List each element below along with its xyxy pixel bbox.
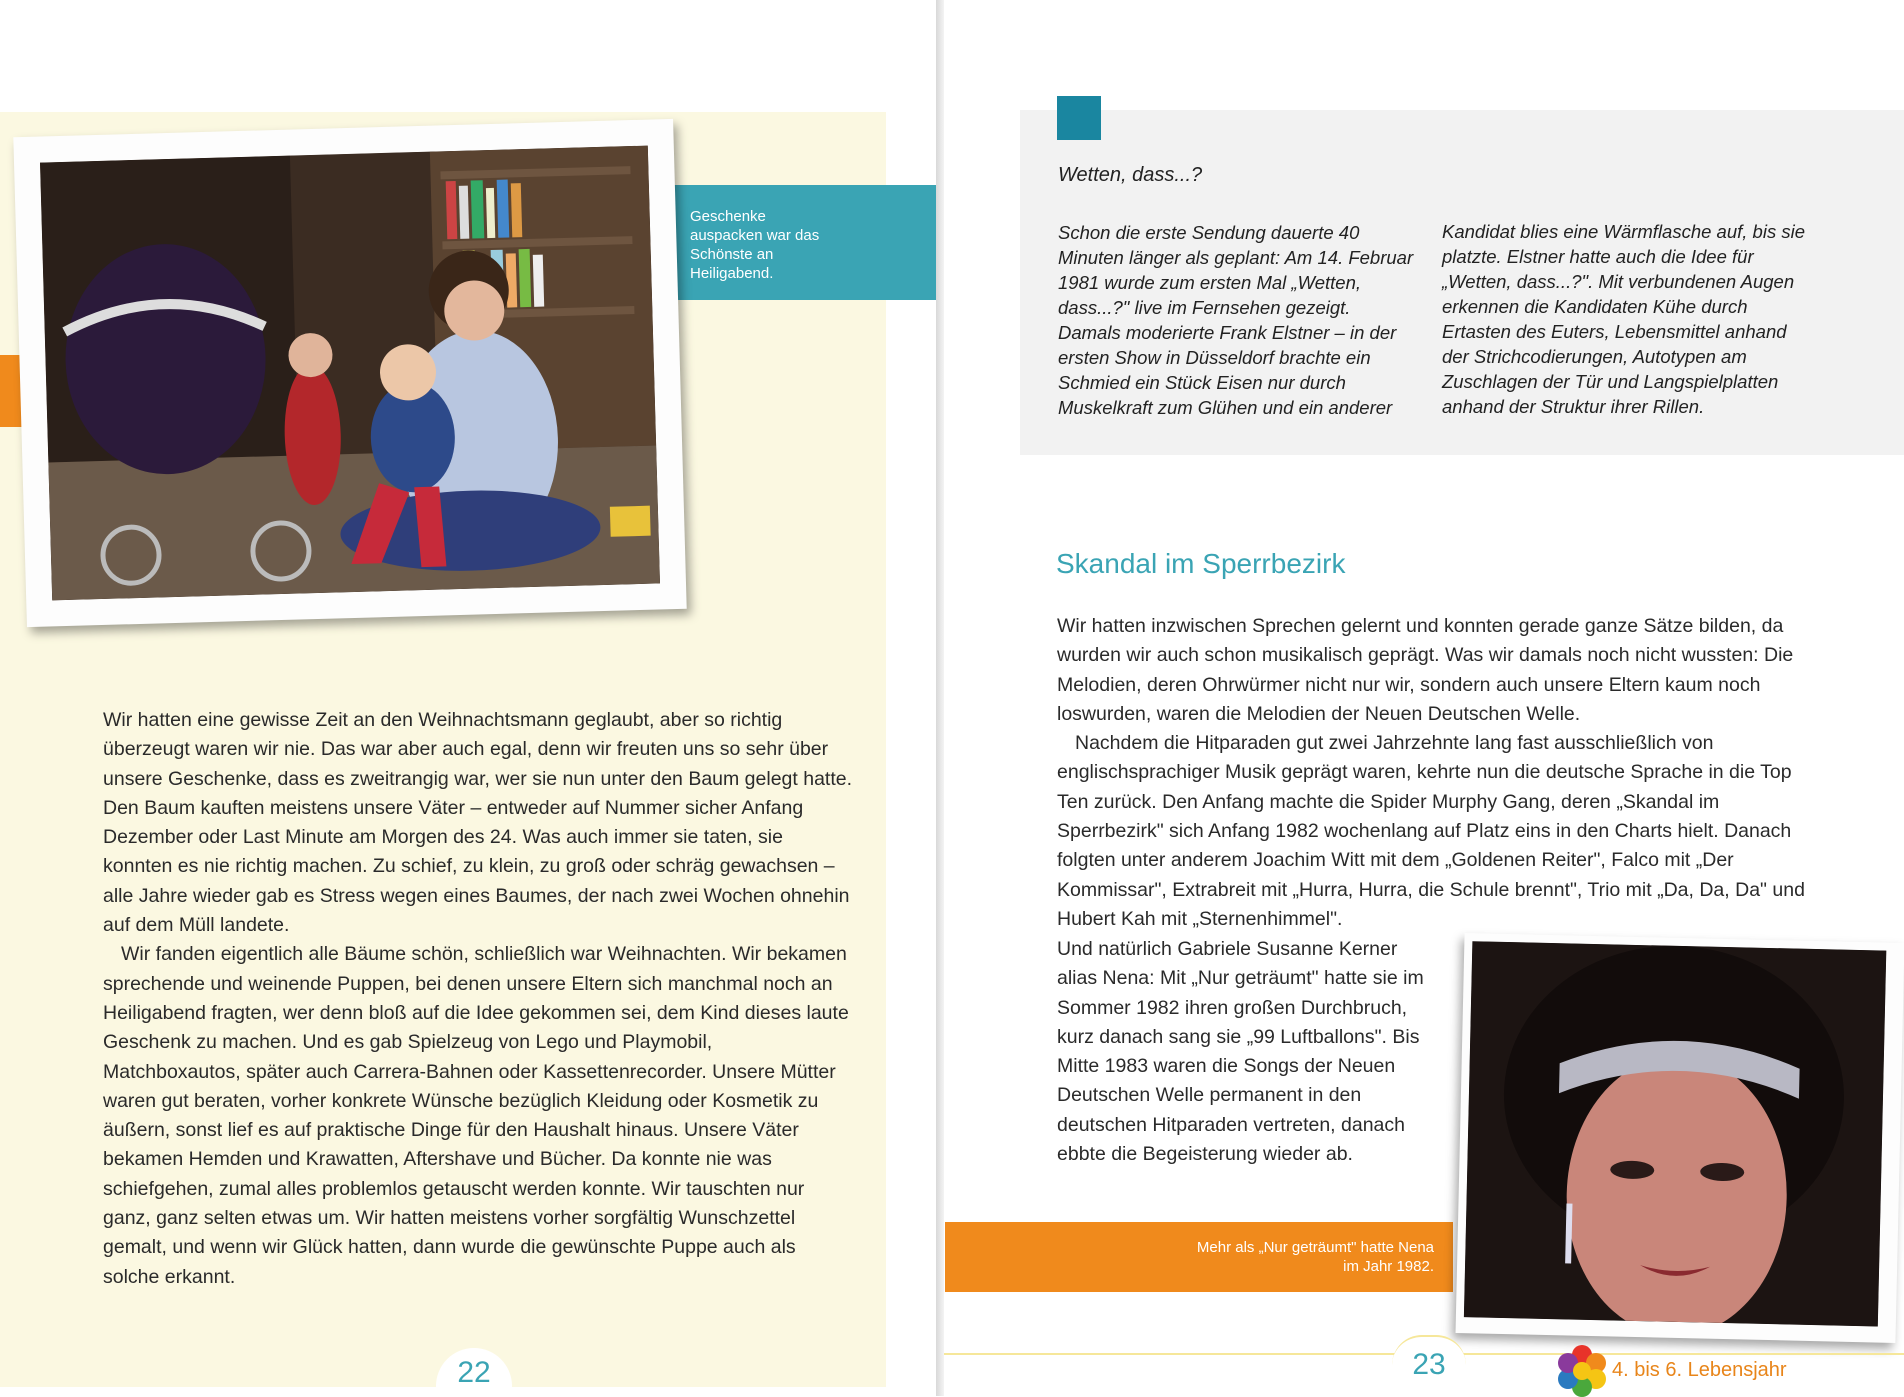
photo-nena <box>1456 933 1904 1343</box>
flower-icon <box>1556 1345 1608 1397</box>
section-heading: Skandal im Sperrbezirk <box>1056 548 1346 579</box>
page-number-left: 22 <box>457 1356 491 1389</box>
left-body-text <box>103 706 853 1292</box>
left-paragraph-2: Wir fanden eigentlich alle Bäume schön, schließlich war Weihnachten. Wir bekamen sprechende und weinende Puppen, bei denen unsere Eltern sich manchmal noch an Heiligabend fragten, wer denn bloß auf die Idee gekommen sei, dem Kind dieses laute Geschenk zu machen. Und es gab Spielzeug von Lego und Playmobil, Matchboxautos, später auch Carrera-Bahnen oder Kassettenrecorder. Unsere Mütter waren gut beraten, vorher konkrete Wünsche bezüglich Kleidung oder Kosmetik zu äußern, sonst lief es auf praktische Dinge für den Haushalt hinaus. Unsere Väter bekamen Hemden und Krawatten, Aftershave und Bücher. Da konnte nie was schiefgehen, zumal alles problemlos getauscht werden konnte. Wir tauschten nur ganz, ganz selten etwas um. Wir hatten meistens vorher sorgfältig Wunschzettel gemalt, und wenn wir Glück hatten, dann wurde die gewünschte Puppe auch als solche erkannt. <box>103 943 849 1288</box>
nena-portrait-illustration <box>1464 941 1886 1326</box>
right-paragraph-2: Nachdem die Hitparaden gut zwei Jahrzehnte lang fast ausschließlich von englischsprachiger Musik geprägt waren, kehrte nun die deutsche Sprache in die Top Ten zurück. Den Anfang machte die Spider Murphy Gang, deren „Skandal im Sperrbezirk" sich Anfang 1982 wochenlang auf Platz eins in den Charts hielt. Danach folgten unter anderem Joachim Witt mit dem „Goldenen Reiter", Falco mit „Der Kommissar", Extrabreit mit „Hurra, Hurra, die Schule brennt", Trio mit „Da, Da, Da" und Hubert Kah mit „Sternenhimmel". <box>1057 732 1805 930</box>
footer-age-label: 4. bis 6. Lebensjahr <box>1612 1359 1787 1381</box>
left-page <box>0 0 936 1396</box>
info-box-square-icon <box>1057 96 1101 140</box>
right-paragraph-1: Wir hatten inzwischen Sprechen gelernt und konnten gerade ganze Sätze bilden, da wurden wir auch schon musikalisch geprägt. Was wir damals noch nicht wussten: Die Melodien, deren Ohrwürmer nicht nur wir, sondern auch unsere Eltern kaum noch loswurden, waren die Melodien der Neuen Deutschen Welle. <box>1057 615 1794 725</box>
right-paragraph-nena: Und natürlich Gabriele Susanne Kerner alias Nena: Mit „Nur geträumt" hatte sie im Sommer 1982 ihren großen Durchbruch, kurz danach sang sie „99 Luftballons". Bis Mitte 1983 waren die Songs der Neuen Deutschen Welle permanent in den deutschen Hitparaden vertreten, danach ebbte die Begeisterung wieder ab. <box>1057 938 1424 1166</box>
photo-caption-nena: Mehr als „Nur geträumt" hatte Nena im Jahr 1982. <box>1196 1239 1434 1275</box>
book-spine <box>936 0 944 1396</box>
info-box-title: Wetten, dass...? <box>1058 164 1203 186</box>
christmas-scene-illustration <box>40 146 660 601</box>
photo-christmas-image <box>40 146 660 601</box>
right-body-text <box>1057 612 1807 934</box>
left-paragraph-1: Wir hatten eine gewisse Zeit an den Weihnachtsmann geglaubt, aber so richtig überzeugt waren wir nie. Das war aber auch egal, denn wir freuten uns so sehr über unsere Geschenke, dass es zweitrangig war, wer sie nun unter den Baum gelegt hatte. Den Baum kauften meistens unsere Väter – entweder auf Nummer sicher Anfang Dezember oder Last Minute am Morgen des 24. Was auch immer sie taten, sie konnten es nie richtig machen. Zu schief, zu klein, zu groß oder schräg gewachsen – alle Jahre wieder gab es Stress wegen eines Baumes, der nach zwei Wochen ohnehin auf dem Müll landete. <box>103 709 853 937</box>
info-box-column-2: Kandidat blies eine Wärmflasche auf, bis sie platzte. Elstner hatte auch die Idee für „Wetten, dass...?". Mit verbundenen Augen erkennen die Kandidaten Kühe durch Ertasten des Euters, Lebensmittel anhand der Strichcodierungen, Autotypen am Zuschlagen der Tür und Langspielplatten anhand der Struktur ihrer Rillen. <box>1442 221 1805 417</box>
page-number-right: 23 <box>1412 1348 1446 1381</box>
info-box-column-1: Schon die erste Sendung dauerte 40 Minuten länger als geplant: Am 14. Februar 1981 wurde zum ersten Mal „Wetten, dass...?" live im Fernsehen gezeigt. Damals moderierte Frank Elstner – in der ersten Show in Düsseldorf brachte ein Schmied ein Stück Eisen nur durch Muskelkraft zum Glühen und ein anderer <box>1058 222 1414 418</box>
photo-christmas-presents <box>13 119 686 627</box>
photo-nena-image <box>1464 941 1886 1326</box>
photo-caption-christmas: Geschenke auspacken war das Schönste an Heiligabend. <box>690 208 820 282</box>
